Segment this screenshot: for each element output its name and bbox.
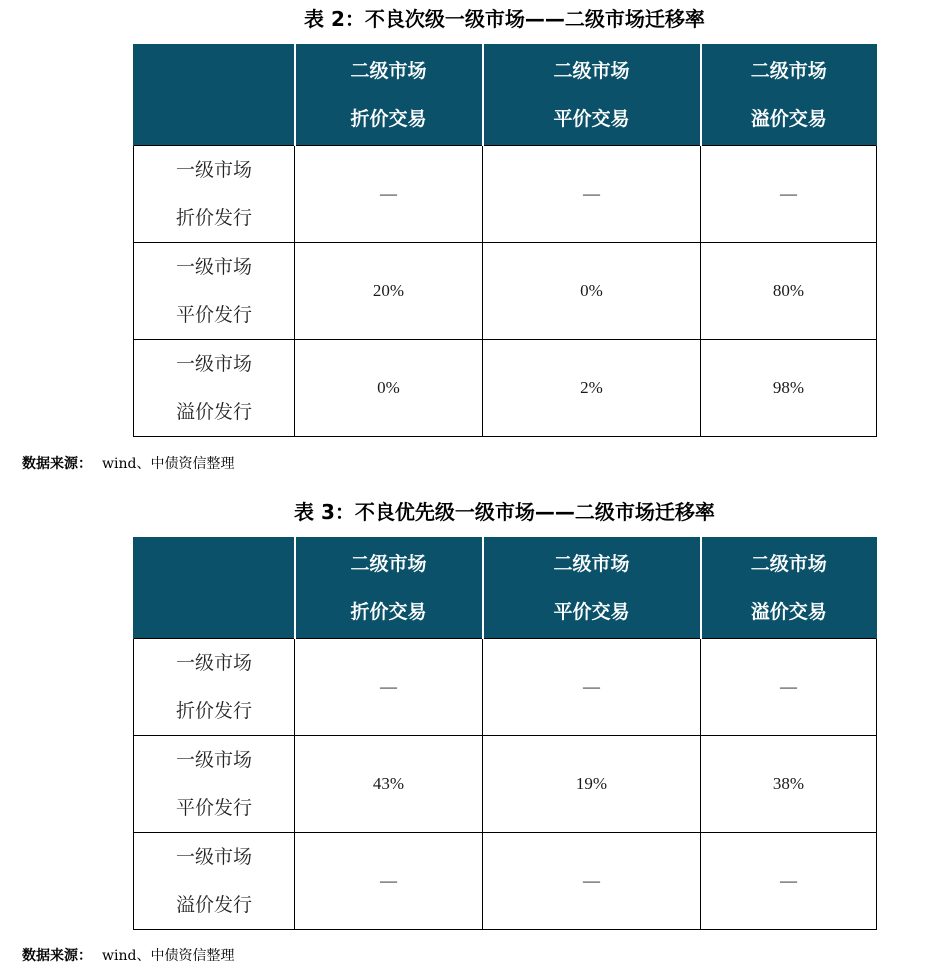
table-cell: — bbox=[701, 639, 877, 736]
table-cell: — bbox=[295, 146, 483, 243]
table-cell: — bbox=[295, 833, 483, 930]
row-header-line1: 一级市场 bbox=[175, 353, 252, 375]
header-row bbox=[134, 45, 877, 146]
table-cell: 0% bbox=[295, 340, 483, 437]
row-header-line1: 一级市场 bbox=[175, 652, 252, 674]
row-header-line1: 一级市场 bbox=[175, 256, 252, 278]
row-header bbox=[134, 243, 295, 340]
table-cell: 43% bbox=[295, 736, 483, 833]
row-header-line1: 一级市场 bbox=[175, 159, 252, 181]
table-row bbox=[134, 639, 877, 736]
column-header bbox=[483, 45, 701, 146]
column-header-line2: 折价交易 bbox=[350, 601, 427, 623]
table-row bbox=[134, 243, 877, 340]
row-header bbox=[134, 736, 295, 833]
column-header bbox=[483, 538, 701, 639]
column-header-line2: 平价交易 bbox=[553, 601, 630, 623]
table-cell: 19% bbox=[483, 736, 701, 833]
column-header-line2: 平价交易 bbox=[553, 108, 630, 130]
column-header bbox=[701, 538, 877, 639]
table-cell: 20% bbox=[295, 243, 483, 340]
column-header-line1: 二级市场 bbox=[750, 60, 827, 82]
column-header-line2: 溢价交易 bbox=[750, 108, 827, 130]
table-row bbox=[134, 833, 877, 930]
row-header-line2: 平价发行 bbox=[175, 304, 252, 326]
table-cell: — bbox=[483, 833, 701, 930]
row-header bbox=[134, 146, 295, 243]
table-row bbox=[134, 736, 877, 833]
row-header-line1: 一级市场 bbox=[175, 749, 252, 771]
source-text: wind、中债资信整理 bbox=[102, 456, 235, 472]
data-source-note bbox=[22, 946, 234, 966]
corner-cell bbox=[134, 45, 295, 146]
column-header-line1: 二级市场 bbox=[750, 553, 827, 575]
table-title: 表 2：不良次级一级市场——二级市场迁移率 bbox=[304, 7, 705, 31]
table-cell: — bbox=[701, 146, 877, 243]
table-row bbox=[134, 146, 877, 243]
column-header-line2: 折价交易 bbox=[350, 108, 427, 130]
column-header-line2: 溢价交易 bbox=[750, 601, 827, 623]
row-header-line2: 折价发行 bbox=[175, 207, 252, 229]
table-cell: — bbox=[483, 146, 701, 243]
row-header bbox=[134, 833, 295, 930]
column-header-line1: 二级市场 bbox=[553, 60, 630, 82]
column-header bbox=[295, 45, 483, 146]
column-header bbox=[701, 45, 877, 146]
table-cell: 80% bbox=[701, 243, 877, 340]
row-header bbox=[134, 340, 295, 437]
row-header-line2: 折价发行 bbox=[175, 700, 252, 722]
header-row bbox=[134, 538, 877, 639]
migration-table bbox=[133, 537, 877, 930]
source-label: 数据来源： bbox=[22, 456, 92, 472]
source-label: 数据来源： bbox=[22, 948, 92, 964]
corner-cell bbox=[134, 538, 295, 639]
column-header-line1: 二级市场 bbox=[350, 553, 427, 575]
column-header bbox=[295, 538, 483, 639]
row-header-line1: 一级市场 bbox=[175, 846, 252, 868]
column-header-line1: 二级市场 bbox=[553, 553, 630, 575]
data-source-note bbox=[22, 454, 234, 474]
row-header bbox=[134, 639, 295, 736]
source-text: wind、中债资信整理 bbox=[102, 948, 235, 964]
table-cell: 98% bbox=[701, 340, 877, 437]
table-cell: — bbox=[295, 639, 483, 736]
row-header-line2: 溢价发行 bbox=[175, 401, 252, 423]
table-cell: 38% bbox=[701, 736, 877, 833]
table-cell: 0% bbox=[483, 243, 701, 340]
table-cell: — bbox=[701, 833, 877, 930]
row-header-line2: 溢价发行 bbox=[175, 894, 252, 916]
row-header-line2: 平价发行 bbox=[175, 797, 252, 819]
column-header-line1: 二级市场 bbox=[350, 60, 427, 82]
table-row bbox=[134, 340, 877, 437]
table-title: 表 3：不良优先级一级市场——二级市场迁移率 bbox=[294, 500, 715, 524]
table-cell: — bbox=[483, 639, 701, 736]
migration-table bbox=[133, 44, 877, 437]
table-cell: 2% bbox=[483, 340, 701, 437]
